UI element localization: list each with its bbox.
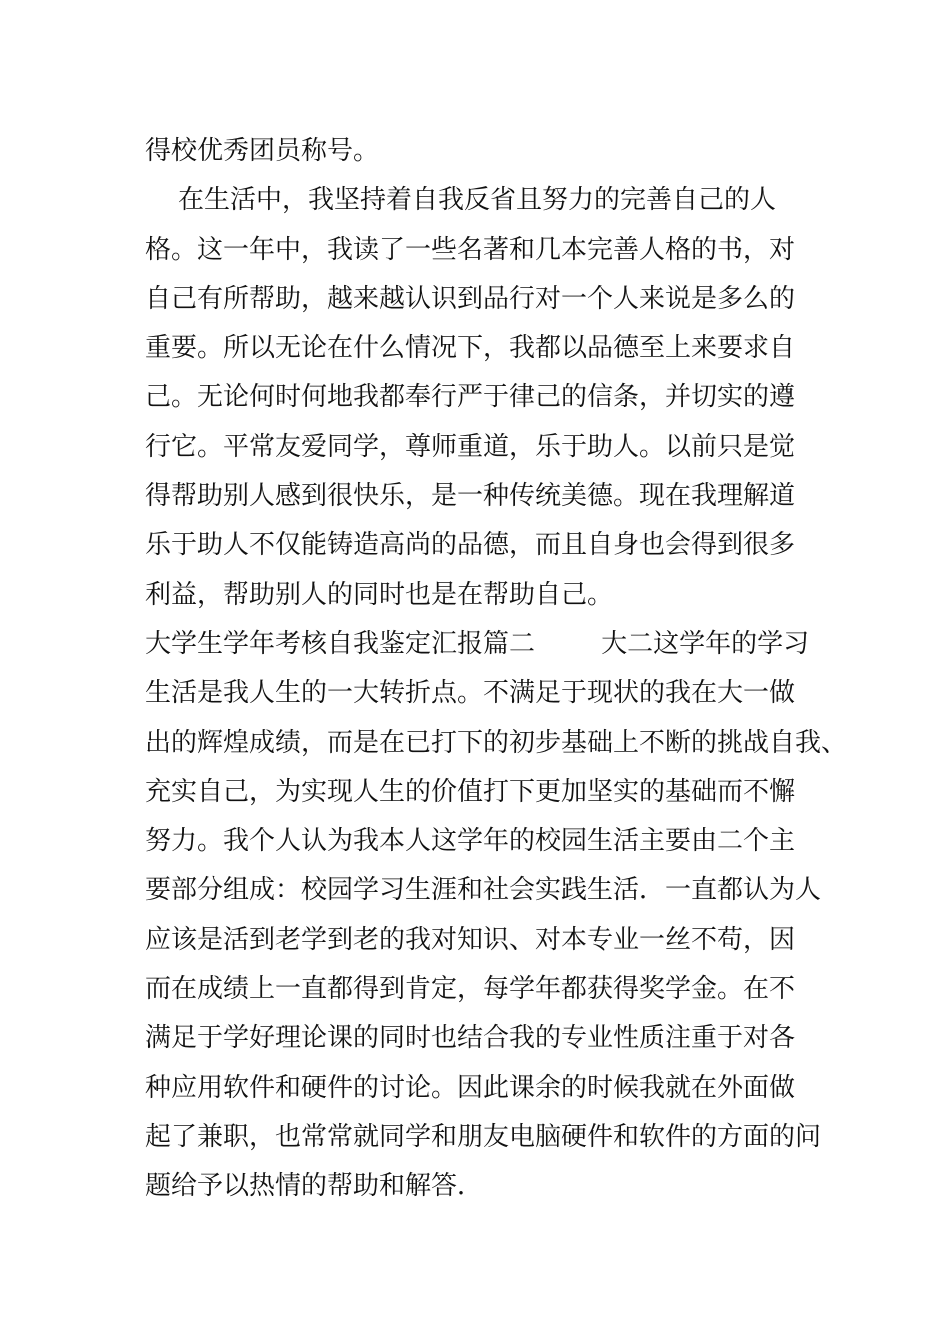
section-heading-line: 大学生学年考核自我鉴定汇报篇二 大二这学年的学习 (145, 628, 810, 659)
text-line: 题给予以热情的帮助和解答． (145, 1171, 484, 1202)
text-line: 重要。所以无论在什么情况下，我都以品德至上来要求自 (145, 333, 796, 364)
text-line: 行它。平常友爱同学，尊师重道，乐于助人。以前只是觉 (145, 431, 796, 462)
text-line: 出的辉煌成绩，而是在已打下的初步基础上不断的挑战自我、 (145, 727, 848, 758)
text-line: 满足于学好理论课的同时也结合我的专业性质注重于对各 (145, 1023, 796, 1054)
text-line: 努力。我个人认为我本人这学年的校园生活主要由二个主 (145, 826, 796, 857)
body-text (145, 127, 848, 1212)
text-line: 利益，帮助别人的同时也是在帮助自己。 (145, 579, 614, 610)
text-line: 得校优秀团员称号。 (145, 136, 380, 166)
text-line: 要部分组成：校园学习生涯和社会实践生活．一直都认为人 (145, 875, 822, 906)
text-line: 乐于助人不仅能铸造高尚的品德，而且自身也会得到很多 (145, 530, 796, 561)
text-line: 己。无论何时何地我都奉行严于律己的信条，并切实的遵 (145, 382, 796, 413)
text-line: 而在成绩上一直都得到肯定，每学年都获得奖学金。在不 (145, 974, 796, 1005)
text-line: 在生活中，我坚持着自我反省且努力的完善自己的人 (145, 185, 777, 216)
text-line: 充实自己，为实现人生的价值打下更加坚实的基础而不懈 (145, 776, 796, 807)
text-line: 应该是活到老学到老的我对知识、对本专业一丝不苟，因 (145, 924, 796, 955)
text-line: 自己有所帮助，越来越认识到品行对一个人来说是多么的 (145, 283, 796, 314)
text-line: 得帮助别人感到很快乐，是一种传统美德。现在我理解道 (145, 481, 796, 512)
text-line: 种应用软件和硬件的讨论。因此课余的时候我就在外面做 (145, 1072, 796, 1103)
text-line: 起了兼职，也常常就同学和朋友电脑硬件和软件的方面的问 (145, 1121, 822, 1152)
text-line: 生活是我人生的一大转折点。不满足于现状的我在大一做 (145, 678, 796, 709)
text-line: 格。这一年中，我读了一些名著和几本完善人格的书，对 (145, 234, 796, 265)
